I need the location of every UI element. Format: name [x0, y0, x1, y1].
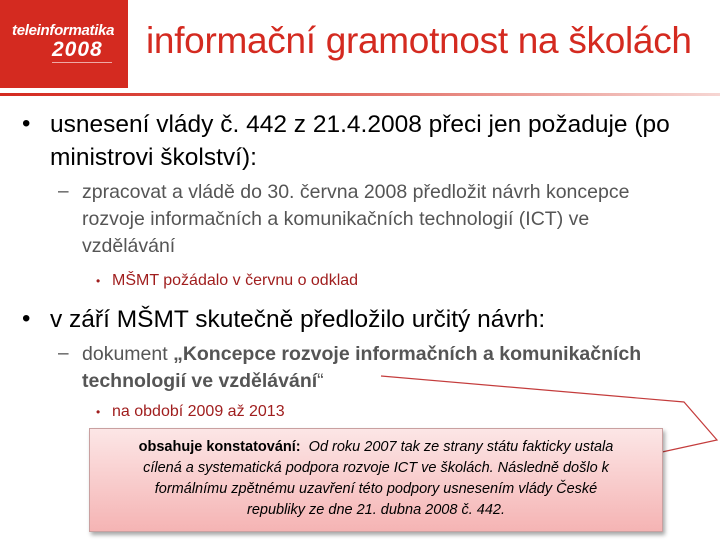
- subsub-2: na období 2009 až 2013: [112, 403, 285, 420]
- logo-year: 2008: [52, 38, 103, 61]
- sub-2-prefix: dokument: [82, 343, 174, 365]
- callout-text-3: formálnímu zpětnému uzavření této podpory usnesením vlády České: [154, 481, 598, 497]
- sub-1-line-1: zpracovat a vládě do 30. června 2008 předložit návrh koncepce: [82, 181, 630, 203]
- dash-icon: –: [58, 181, 69, 202]
- dash-icon: –: [58, 343, 69, 364]
- callout-text-4: republiky ze dne 21. dubna 2008 č. 442.: [247, 502, 505, 518]
- bullet-icon: •: [22, 110, 31, 137]
- subsub-1: MŠMT požádalo v červnu o odklad: [112, 272, 359, 289]
- callout-text-1: Od roku 2007 tak ze strany státu fakticky ustala: [308, 439, 614, 455]
- sub-2-suffix: “: [317, 370, 324, 392]
- bullet-icon: •: [96, 405, 101, 419]
- callout-line-2: [112, 458, 640, 479]
- callout-text-2: cílená a systematická podpora rozvoje ICT ve školách. Následně došlo k: [143, 460, 609, 476]
- document-title-part-2: technologií ve vzdělávání: [82, 370, 318, 392]
- document-title-part-1: „Koncepce rozvoje informačních a komunikačních: [173, 343, 642, 365]
- bullet-icon: •: [22, 305, 31, 332]
- bullet-1-line-1: usnesení vlády č. 442 z 21.4.2008 přeci jen požaduje (po: [50, 111, 670, 138]
- bullet-2-line-1: v září MŠMT skutečně předložilo určitý návrh:: [50, 306, 546, 333]
- bullet-1-line-2: ministrovi školství):: [50, 144, 257, 171]
- callout-line-3: [112, 479, 640, 500]
- callout-box: [89, 428, 663, 532]
- slide-title: informační gramotnost na školách: [146, 20, 692, 61]
- sub-1-line-3: vzdělávání: [82, 235, 176, 257]
- bullet-icon: •: [96, 274, 101, 288]
- callout-line-4: [112, 500, 640, 521]
- sub-1-line-2: rozvoje informačních a komunikačních technologií (ICT) ve: [82, 208, 590, 230]
- logo-text: teleinformatika: [12, 22, 115, 39]
- callout-line-1: [112, 437, 640, 458]
- callout-label: obsahuje konstatování:: [138, 439, 301, 455]
